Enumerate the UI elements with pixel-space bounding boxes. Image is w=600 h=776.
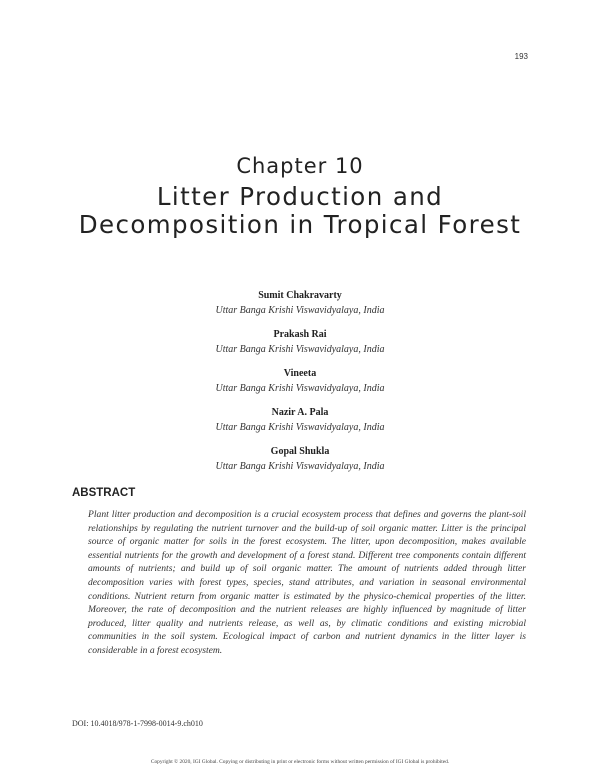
author-name: Prakash Rai bbox=[273, 329, 327, 340]
author-affiliation: Uttar Banga Krishi Viswavidyalaya, India bbox=[215, 383, 385, 394]
author-name: Gopal Shukla bbox=[270, 446, 330, 457]
abstract-body: Plant litter production and decomposition is a crucial ecosystem process that defines and governs the plant-soil relationships by regulating the nutrient turnover and the build-up of soil organic matter. Litter is the principal source of organic matter for soils in the forest ecosystem. The litter, upon decomposition, makes available essential nutrients for the growth and development of a forest stand. Different tree components contain different amounts of nutrients; and build up of soil organic matter. The amount of nutrients added through litter decomposition varies with forest types, species, stand attributes, and variation in seasonal environmental conditions. Nutrient return from organic matter is estimated by the physico-chemical properties of the litter. Moreover, the rate of decomposition and the nutrient releases are highly influenced by magnitude of litter produced, litter quality and nutrients release, as well as, by climatic conditions and existing microbial communities in the soil system. Ecological impact of carbon and nutrient dynamics in the litter layer is considerable in a forest ecosystem. bbox=[88, 509, 526, 656]
author-block bbox=[0, 289, 600, 328]
author-affiliation: Uttar Banga Krishi Viswavidyalaya, India bbox=[215, 344, 385, 355]
author-block bbox=[0, 328, 600, 367]
author-affiliation: Uttar Banga Krishi Viswavidyalaya, India bbox=[215, 461, 385, 472]
author-block bbox=[0, 445, 600, 484]
abstract-heading: ABSTRACT bbox=[72, 487, 136, 499]
copyright-notice: Copyright © 2020, IGI Global. Copying or distributing in print or electronic forms without written permission of IGI Global is prohibited. bbox=[150, 759, 450, 765]
author-list bbox=[0, 289, 600, 484]
author-affiliation: Uttar Banga Krishi Viswavidyalaya, India bbox=[215, 305, 385, 316]
doi-line: DOI: 10.4018/978-1-7998-0014-9.ch010 bbox=[72, 719, 203, 728]
chapter-title: Litter Production and Decomposition in Tropical Forest bbox=[78, 182, 522, 239]
author-affiliation: Uttar Banga Krishi Viswavidyalaya, India bbox=[215, 422, 385, 433]
author-block bbox=[0, 406, 600, 445]
author-name: Vineeta bbox=[283, 368, 317, 379]
author-name: Nazir A. Pala bbox=[271, 407, 329, 418]
page-number: 193 bbox=[514, 52, 528, 61]
author-name: Sumit Chakravarty bbox=[258, 290, 342, 301]
author-block bbox=[0, 367, 600, 406]
chapter-label: Chapter 10 bbox=[236, 154, 364, 178]
